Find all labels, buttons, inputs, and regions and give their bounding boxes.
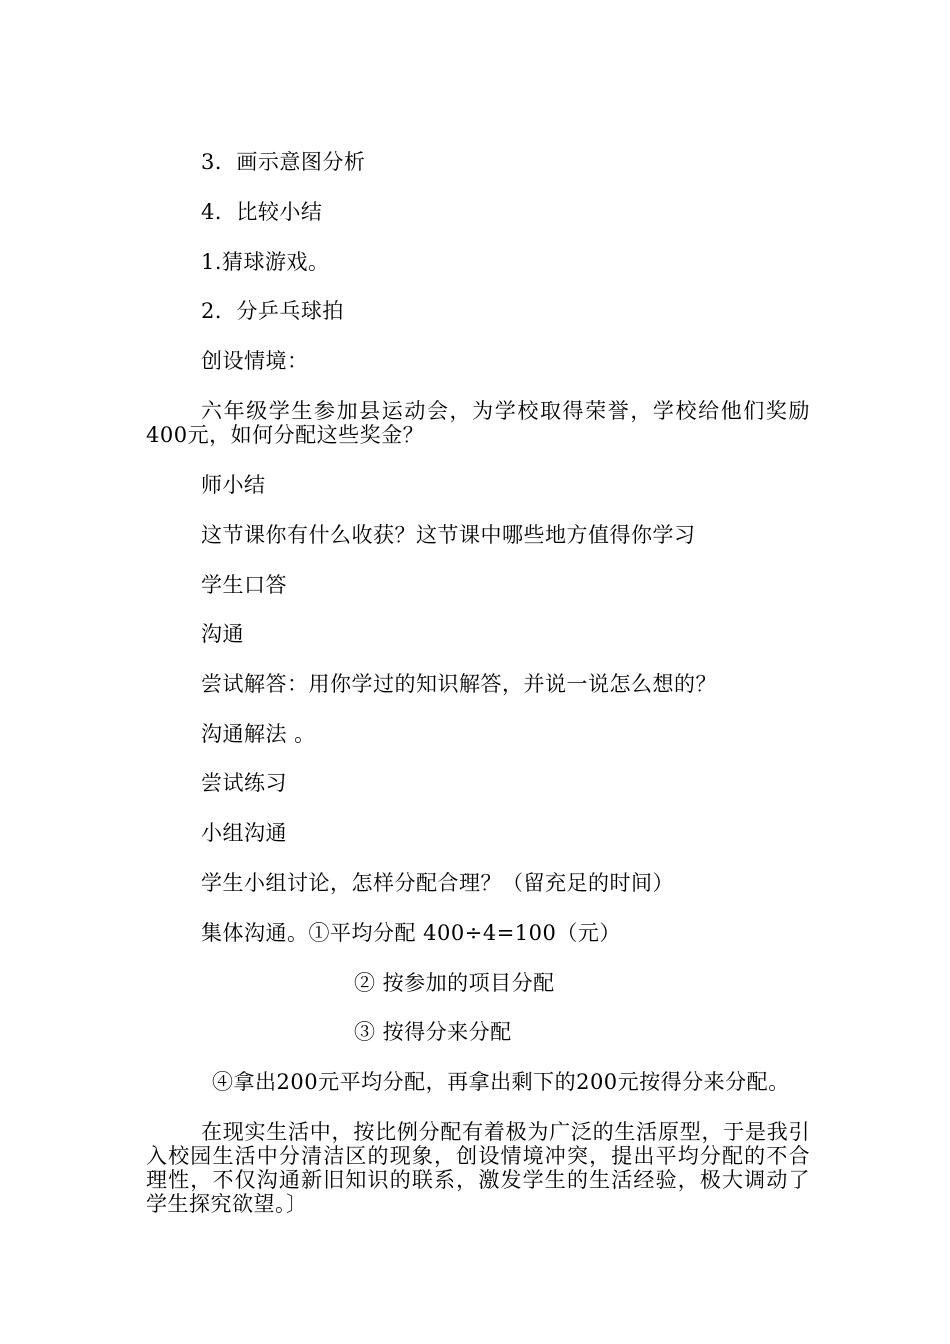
text-line-2: 4．比较小结	[201, 200, 323, 224]
text-line-8: 这节课你有什么收获？这节课中哪些地方值得你学习	[201, 523, 696, 547]
text-line-19: ④拿出200元平均分配，再拿出剩下的200元按得分来分配。	[212, 1070, 790, 1094]
text-line-17: ② 按参加的项目分配	[354, 971, 555, 995]
text-line-11: 尝试解答：用你学过的知识解答，并说一说怎么想的？	[201, 672, 717, 696]
text-line-18: ③ 按得分来分配	[354, 1020, 512, 1044]
text-line-3: 1.猜球游戏。	[201, 250, 330, 274]
text-line-7: 师小结	[201, 473, 266, 497]
paragraph-award: 六年级学生参加县运动会，为学校取得荣誉，学校给他们奖励400元，如何分配这些奖金？	[146, 399, 810, 447]
text-line-16: 集体沟通。①平均分配 400÷4=100（元）	[201, 921, 621, 945]
text-line-10: 沟通	[201, 622, 244, 646]
text-line-12: 沟通解法 。	[201, 722, 316, 746]
paragraph-summary: 在现实生活中，按比例分配有着极为广泛的生活原型，于是我引入校园生活中分清洁区的现象，创设情境冲突，提出平均分配的不合理性，不仅沟通新旧知识的联系，激发学生的生活经验，极大调动了学生探究欲望。〕	[146, 1120, 810, 1216]
text-line-5: 创设情境：	[201, 349, 309, 373]
text-line-4: 2．分乒乓球拍	[201, 299, 344, 323]
text-line-1: 3．画示意图分析	[201, 150, 366, 174]
text-line-13: 尝试练习	[201, 771, 287, 795]
text-line-15: 学生小组讨论，怎样分配合理？（留充足的时间）	[201, 871, 674, 895]
text-line-14: 小组沟通	[201, 821, 287, 845]
text-line-9: 学生口答	[201, 573, 287, 597]
